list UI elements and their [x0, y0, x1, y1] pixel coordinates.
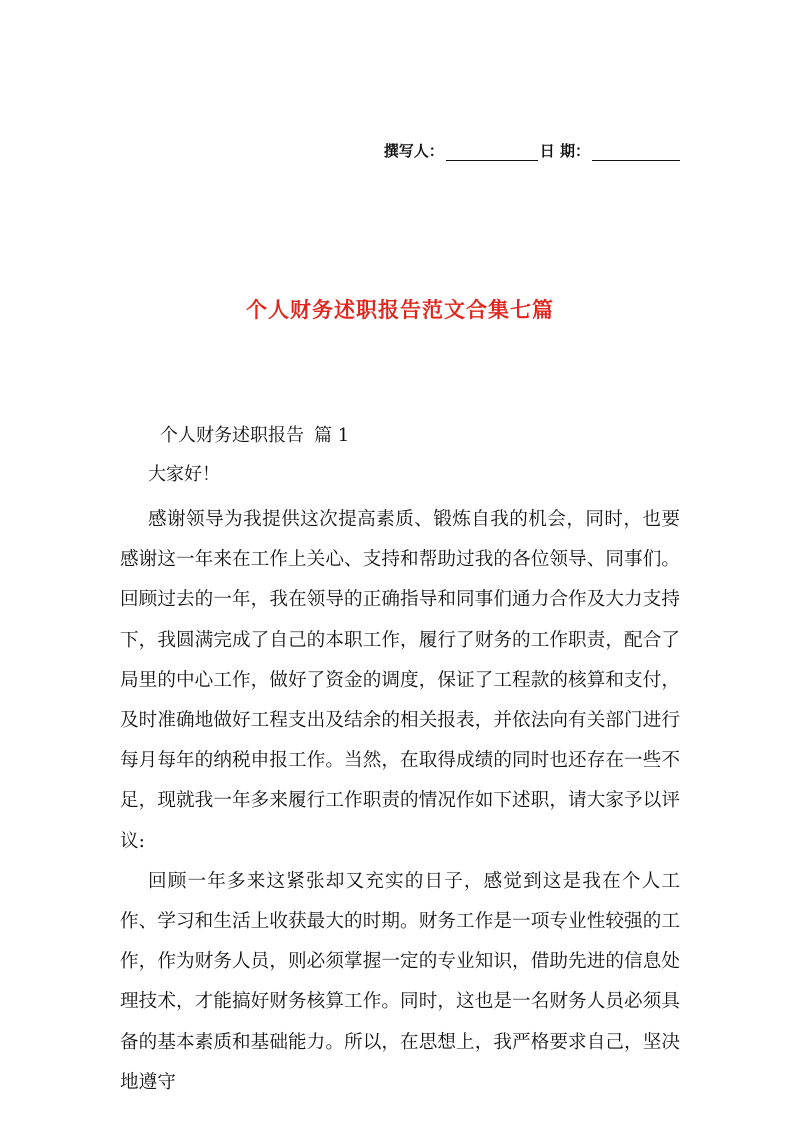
paragraph: 回顾一年多来这紧张却又充实的日子，感觉到这是我在个人工作、学习和生活上收获最大的时期。财务工作是一项专业性较强的工作，作为财务人员，则必须掌握一定的专业知识，借助先进的信息处理技术，才能搞好财务核算工作。同时，这也是一名财务人员必须具备的基本素质和基础能力。所以，在思想上，我严格要求自己，坚决地遵守 [120, 870, 680, 1093]
section-number: 篇 1 [314, 425, 350, 446]
greeting: 大家好！ [148, 464, 220, 485]
paragraph: 感谢领导为我提供这次提高素质、锻炼自我的机会，同时，也要感谢这一年来在工作上关心、支持和帮助过我的各位领导、同事们。回顾过去的一年，我在领导的正确指导和同事们通力合作及大力支持下，我圆满完成了自己的本职工作，履行了财务的工作职责，配合了局里的中心工作，做好了资金的调度，保证了工程款的核算和支付，及时准确地做好工程支出及结余的相关报表，并依法向有关部门进行每月每年的纳税申报工作。当然，在取得成绩的同时也还存在一些不足，现就我一年多来履行工作职责的情况作如下述职，请大家予以评议: [120, 509, 680, 852]
section-heading-text: 个人财务述职报告 [160, 425, 304, 446]
section-heading [160, 421, 349, 447]
byline [384, 140, 682, 161]
author-label: 撰写人： [383, 142, 444, 160]
date-blank [592, 146, 680, 161]
date-label: 日 期： [539, 142, 590, 160]
body-text [120, 500, 680, 1103]
document-title: 个人财务述职报告范文合集七篇 [246, 297, 554, 322]
author-blank [446, 146, 538, 161]
